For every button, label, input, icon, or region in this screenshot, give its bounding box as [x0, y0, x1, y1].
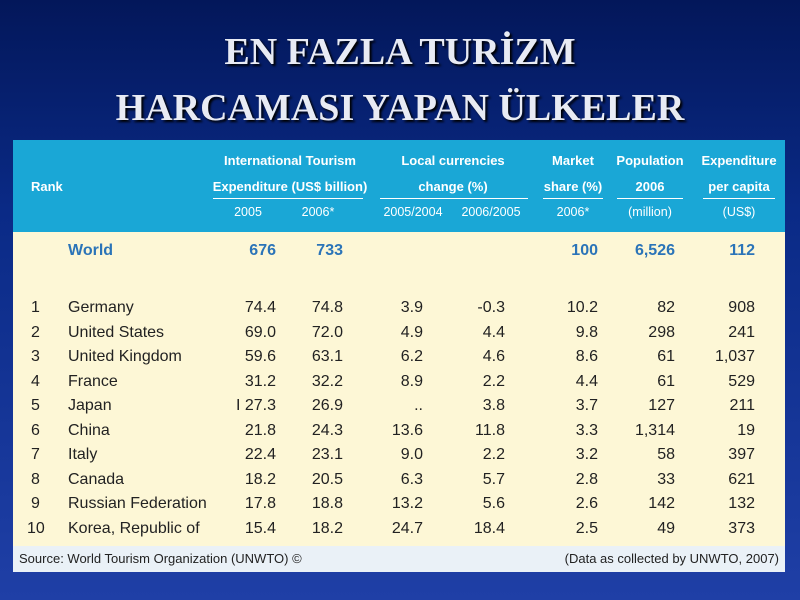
- table-row: [13, 394, 785, 419]
- rank-cell: 10: [27, 519, 45, 537]
- per-capita-cell: 397: [728, 446, 755, 463]
- rank-cell: 6: [31, 421, 40, 439]
- local-0605-cell: 4.6: [482, 348, 505, 365]
- rank-cell: 4: [31, 372, 40, 390]
- slide-title-line-1: EN FAZLA TURİZM: [224, 31, 576, 73]
- country-cell: United States: [68, 323, 165, 341]
- world-population: 6,526: [634, 242, 675, 259]
- local-0605-cell: -0.3: [477, 299, 505, 316]
- local-0504-cell: 3.9: [400, 299, 423, 316]
- rank-cell: 2: [31, 323, 40, 341]
- exp2006-cell: 74.8: [311, 299, 343, 316]
- exp2005-cell: 69.0: [244, 323, 276, 341]
- header-rank: Rank: [31, 179, 63, 194]
- table-footer: [13, 546, 785, 572]
- header-percap-line1: Expenditure: [701, 153, 777, 168]
- header-intl-line2: Expenditure (US$ billion): [212, 179, 368, 194]
- population-cell: 61: [657, 348, 675, 365]
- table-row: [13, 517, 785, 542]
- country-cell: Canada: [68, 470, 125, 488]
- per-capita-cell: 529: [728, 372, 755, 390]
- header-local-0504: 2005/2004: [383, 205, 443, 219]
- local-0605-cell: 18.4: [473, 519, 505, 537]
- exp2006-cell: 72.0: [311, 323, 343, 341]
- country-cell: Japan: [68, 397, 112, 414]
- population-cell: 33: [657, 470, 675, 488]
- local-0504-cell: 24.7: [391, 519, 423, 537]
- market-share-cell: 2.6: [575, 495, 598, 512]
- exp2006-cell: 23.1: [311, 446, 343, 463]
- rank-cell: 8: [31, 470, 40, 488]
- exp2006-cell: 63.1: [311, 348, 343, 365]
- rank-cell: 7: [31, 446, 40, 463]
- table-row: [13, 321, 785, 346]
- exp2006-cell: 18.2: [311, 519, 343, 537]
- header-market-2006: 2006*: [556, 205, 590, 219]
- header-pop-line2: 2006: [635, 179, 665, 194]
- per-capita-cell: 621: [728, 470, 755, 488]
- table-row: [13, 468, 785, 493]
- rank-cell: 3: [31, 348, 40, 365]
- local-0605-cell: 2.2: [482, 372, 505, 390]
- header-pop-rule: [617, 198, 683, 199]
- header-pop-million: (million): [628, 205, 672, 219]
- exp2005-cell: 15.4: [244, 519, 276, 537]
- rank-cell: 5: [31, 397, 40, 414]
- per-capita-cell: 1,037: [714, 348, 755, 365]
- per-capita-cell: 19: [737, 421, 755, 439]
- population-cell: 49: [657, 519, 675, 537]
- country-cell: Germany: [68, 299, 134, 316]
- table-row: [13, 443, 785, 468]
- header-local-0605: 2006/2005: [461, 205, 521, 219]
- exp2005-cell: 31.2: [244, 372, 276, 390]
- market-share-cell: 4.4: [575, 372, 598, 390]
- country-cell: Italy: [68, 446, 98, 463]
- per-capita-cell: 373: [728, 519, 755, 537]
- population-cell: 82: [657, 299, 675, 316]
- source-note: Source: World Tourism Organization (UNWTO) ©: [19, 551, 302, 566]
- market-share-cell: 2.5: [575, 519, 598, 537]
- slide-title: [0, 24, 800, 136]
- rank-cell: 9: [31, 495, 40, 512]
- country-cell: China: [68, 421, 110, 439]
- per-capita-cell: 241: [728, 323, 755, 341]
- header-local-rule: [380, 198, 528, 199]
- exp2005-cell: 22.4: [244, 446, 276, 463]
- table-row: [13, 345, 785, 370]
- local-0504-cell: 13.6: [391, 421, 423, 439]
- exp2005-cell: I 27.3: [235, 397, 276, 414]
- header-percap-usd: (US$): [722, 205, 756, 219]
- header-intl-2006: 2006*: [301, 205, 335, 219]
- table-row: [13, 492, 785, 517]
- exp2006-cell: 24.3: [311, 421, 343, 439]
- header-pop-line1: Population: [616, 153, 684, 168]
- header-local-line2: change (%): [418, 179, 488, 194]
- local-0605-cell: 5.6: [482, 495, 505, 512]
- exp2005-cell: 74.4: [244, 299, 276, 316]
- market-share-cell: 9.8: [575, 323, 598, 341]
- header-local-line1: Local currencies: [401, 153, 505, 168]
- table-row: [13, 419, 785, 444]
- header-percap-rule: [703, 198, 775, 199]
- local-0605-cell: 11.8: [475, 421, 505, 439]
- exp2006-cell: 18.8: [311, 495, 343, 512]
- market-share-cell: 3.2: [575, 446, 598, 463]
- population-cell: 61: [657, 372, 675, 390]
- exp2005-cell: 59.6: [244, 348, 276, 365]
- world-exp2006: 733: [316, 242, 343, 259]
- country-cell: Russian Federation: [68, 495, 207, 512]
- local-0504-cell: ..: [414, 397, 423, 414]
- market-share-cell: 10.2: [566, 299, 598, 316]
- local-0504-cell: 6.3: [400, 470, 423, 488]
- header-intl-2005: 2005: [234, 205, 262, 219]
- country-cell: United Kingdom: [68, 348, 182, 365]
- rank-cell: 1: [31, 299, 40, 316]
- tourism-expenditure-table: [13, 140, 785, 572]
- per-capita-cell: 908: [728, 299, 755, 316]
- table-header: [13, 140, 785, 232]
- header-percap-line2: per capita: [708, 179, 770, 194]
- local-0605-cell: 4.4: [482, 323, 505, 341]
- exp2005-cell: 21.8: [244, 421, 276, 439]
- exp2006-cell: 20.5: [311, 470, 343, 488]
- table-row: [13, 370, 785, 395]
- world-per-capita: 112: [729, 242, 755, 259]
- header-market-line2: share (%): [543, 179, 603, 194]
- world-exp2005: 676: [249, 242, 276, 259]
- market-share-cell: 8.6: [575, 348, 598, 365]
- header-market-rule: [543, 198, 603, 199]
- population-cell: 298: [648, 323, 675, 341]
- local-0605-cell: 3.8: [482, 397, 505, 414]
- exp2005-cell: 17.8: [244, 495, 276, 512]
- local-0605-cell: 5.7: [482, 470, 505, 488]
- world-label: World: [68, 242, 114, 259]
- country-cell: France: [68, 372, 118, 390]
- population-cell: 127: [648, 397, 675, 414]
- table-row: [13, 296, 785, 321]
- local-0504-cell: 8.9: [400, 372, 423, 390]
- local-0605-cell: 2.2: [482, 446, 505, 463]
- local-0504-cell: 6.2: [400, 348, 423, 365]
- local-0504-cell: 4.9: [400, 323, 423, 341]
- population-cell: 142: [648, 495, 675, 512]
- population-cell: 58: [657, 446, 675, 463]
- exp2006-cell: 32.2: [311, 372, 343, 390]
- collection-note: (Data as collected by UNWTO, 2007): [564, 551, 779, 566]
- per-capita-cell: 211: [729, 397, 755, 414]
- exp2005-cell: 18.2: [244, 470, 276, 488]
- local-0504-cell: 9.0: [400, 446, 423, 463]
- header-intl-line1: International Tourism: [224, 153, 356, 168]
- market-share-cell: 3.7: [575, 397, 598, 414]
- market-share-cell: 2.8: [575, 470, 598, 488]
- header-intl-rule: [213, 198, 363, 199]
- world-market-share: 100: [571, 242, 598, 259]
- local-0504-cell: 13.2: [391, 495, 423, 512]
- exp2006-cell: 26.9: [311, 397, 343, 414]
- per-capita-cell: 132: [728, 495, 755, 512]
- population-cell: 1,314: [634, 421, 675, 439]
- market-share-cell: 3.3: [575, 421, 598, 439]
- country-cell: Korea, Republic of: [68, 519, 200, 537]
- slide-title-line-2: HARCAMASI YAPAN ÜLKELER: [115, 87, 685, 129]
- header-market-line1: Market: [552, 153, 594, 168]
- world-row: [13, 232, 785, 294]
